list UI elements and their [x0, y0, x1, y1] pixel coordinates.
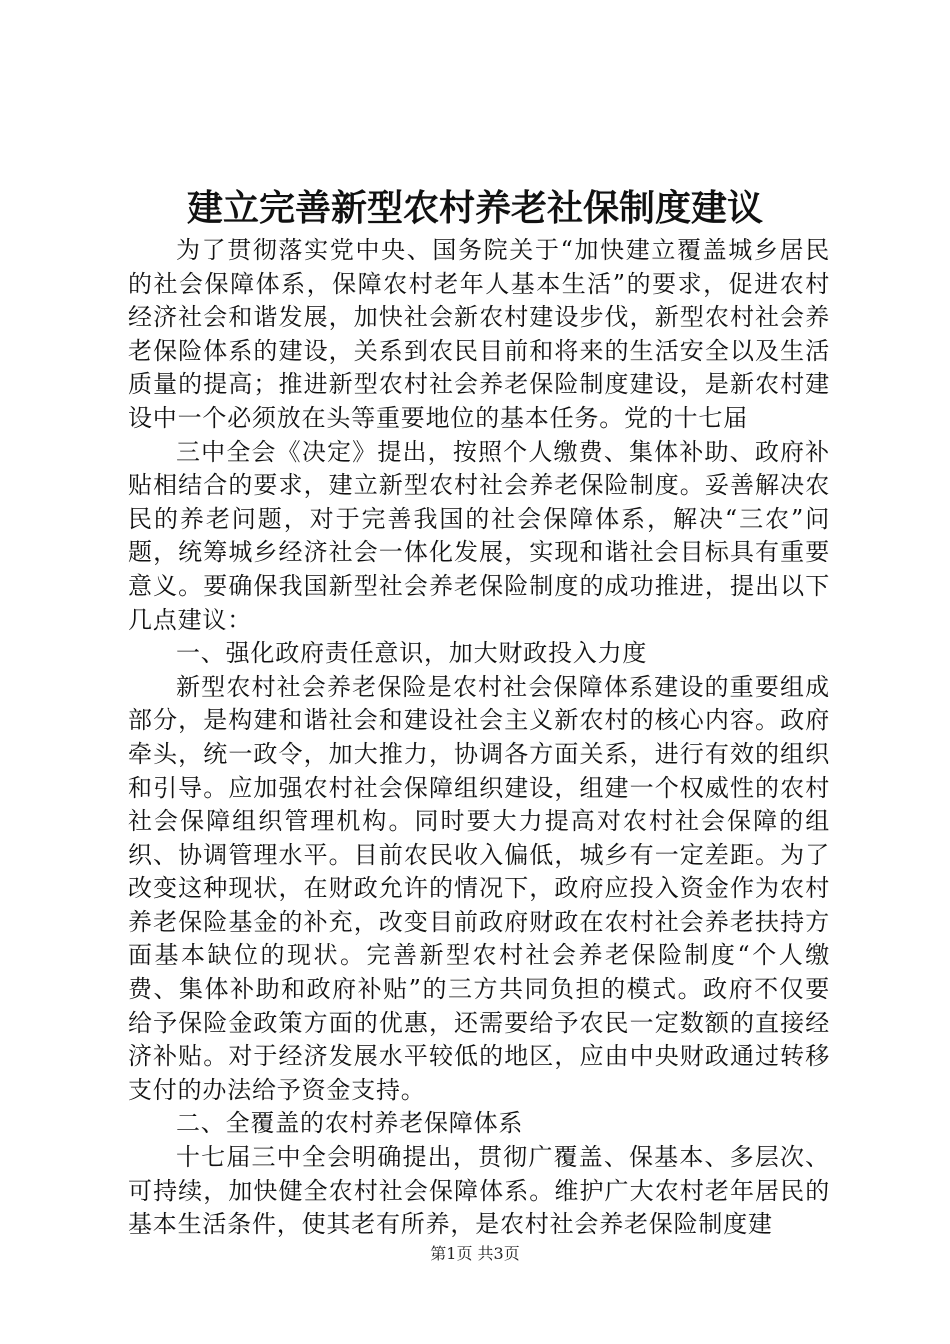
document-body [128, 234, 830, 1242]
paragraph-government-responsibility: 新型农村社会养老保险是农村社会保障体系建设的重要组成部分，是构建和谐社会和建设社会主义新农村的核心内容。政府牵头，统一政令，加大推力，协调各方面关系，进行有效的组织和引导。应加强农村社会保障组织建设，组建一个权威性的农村社会保障组织管理机构。同时要大力提高对农村社会保障的组织、协调管理水平。目前农民收入偏低，城乡有一定差距。为了改变这种现状，在财政允许的情况下，政府应投入资金作为农村养老保险基金的补充，改变目前政府财政在农村社会养老扶持方面基本缺位的现状。完善新型农村社会养老保险制度“个人缴费、集体补助和政府补贴”的三方共同负担的模式。政府不仅要给予保险金政策方面的优惠，还需要给予农民一定数额的直接经济补贴。对于经济发展水平较低的地区，应由中央财政通过转移支付的办法给予资金支持。 [128, 672, 830, 1104]
document-title: 建立完善新型农村养老社保制度建议 [186, 187, 763, 229]
paragraph-intro: 为了贯彻落实党中央、国务院关于“加快建立覆盖城乡居民的社会保障体系，保障农村老年人基本生活”的要求，促进农村经济社会和谐发展，加快社会新农村建设步伐，新型农村社会养老保险体系的建设，关系到农民目前和将来的生活安全以及生活质量的提高；推进新型农村社会养老保险制度建设，是新农村建设中一个必须放在头等重要地位的基本任务。党的十七届 [128, 236, 830, 432]
section-heading-2: 二、全覆盖的农村养老保障体系 [176, 1109, 524, 1138]
page-footer: 第1页 共3页 [430, 1244, 520, 1263]
section-heading-1: 一、强化政府责任意识，加大财政投入力度 [176, 639, 648, 668]
paragraph-full-coverage: 十七届三中全会明确提出，贯彻广覆盖、保基本、多层次、可持续，加快健全农村社会保障体系。维护广大农村老年居民的基本生活条件，使其老有所养，是农村社会养老保险制度建 [128, 1143, 830, 1239]
paragraph-decision: 三中全会《决定》提出，按照个人缴费、集体补助、政府补贴相结合的要求，建立新型农村社会养老保险制度。妥善解决农民的养老问题，对于完善我国的社会保障体系，解决“三农”问题，统筹城乡经济社会一体化发展，实现和谐社会目标具有重要意义。要确保我国新型社会养老保险制度的成功推进，提出以下几点建议： [128, 437, 830, 634]
